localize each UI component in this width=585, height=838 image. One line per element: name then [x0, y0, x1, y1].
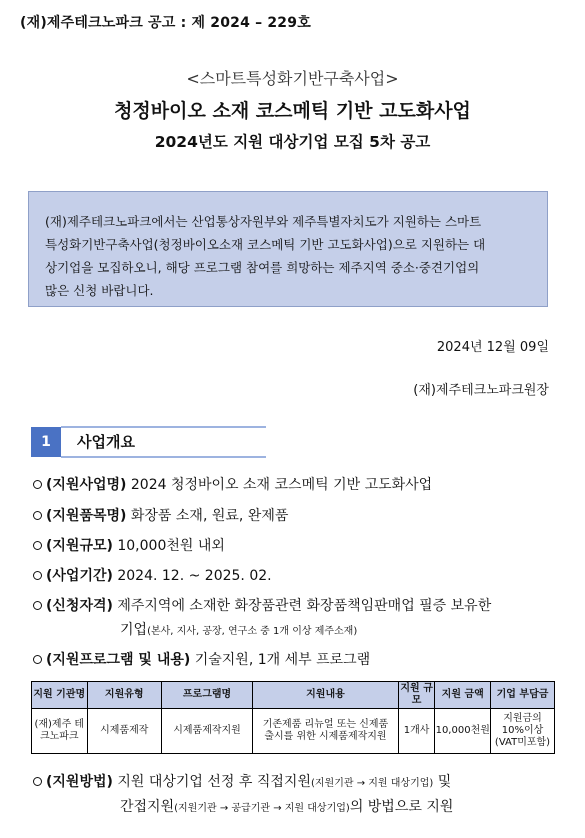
table-cell: 지원금의 10%이상 (VAT미포함): [491, 709, 555, 754]
item-eligibility: [33, 596, 491, 616]
announcement-date: 2024년 12월 09일: [436, 340, 549, 355]
item-label: (지원사업명): [46, 477, 127, 493]
table-cell: 10,000천원: [435, 709, 491, 754]
item-eligibility-cont: [120, 620, 357, 642]
table-header: 지원내용: [253, 682, 399, 709]
item-label: (지원규모): [46, 538, 113, 554]
item-label: (지원방법): [46, 774, 113, 790]
bullet-circle-icon: [33, 480, 42, 489]
table-header: 기업 부담금: [491, 682, 555, 709]
table-header: 지원 금액: [435, 682, 491, 709]
item-method: [33, 772, 451, 794]
bullet-circle-icon: [33, 571, 42, 580]
support-table: [31, 681, 555, 754]
bullet-circle-icon: [33, 511, 42, 520]
table-header: 지원 규모: [398, 682, 435, 709]
table-header: 지원 기관명: [32, 682, 88, 709]
bullet-circle-icon: [33, 601, 42, 610]
section-title: 사업개요: [77, 433, 135, 451]
item-value: 10,000천원 내외: [117, 538, 225, 554]
table-cell: (재)제주 테크노파크: [32, 709, 88, 754]
table-header: 지원유형: [87, 682, 161, 709]
intro-line: 많은 신청 바랍니다.: [45, 283, 154, 298]
bullet-circle-icon: [33, 541, 42, 550]
item-scale: [33, 536, 225, 556]
bullet-circle-icon: [33, 655, 42, 664]
table-cell: 시제품제작: [87, 709, 161, 754]
item-value: 2024 청정바이오 소재 코스메틱 기반 고도화사업: [130, 477, 433, 493]
item-label: (지원품목명): [46, 508, 127, 524]
item-label: (신청자격): [46, 598, 113, 614]
section-number: 1: [31, 427, 61, 457]
method-note: (지원기관 → 공급기관 → 지원 대상기업): [174, 803, 350, 814]
intro-line: 상기업을 모집하오니, 해당 프로그램 참여를 희망하는 제주지역 중소·중견기업의: [45, 260, 480, 275]
announcement-title: 2024년도 지원 대상기업 모집 5차 공고: [154, 133, 431, 151]
intro-line: 특성화기반구축사업(청정바이오소재 코스메틱 기반 고도화사업)으로 지원하는 대: [45, 237, 486, 252]
method-text: 의 방법으로 지원: [349, 799, 454, 815]
table-cell: 1개사: [398, 709, 435, 754]
method-text: 간접지원: [120, 799, 175, 815]
item-note: (본사, 지사, 공장, 연구소 중 1개 이상 제주소재): [147, 626, 358, 637]
item-label: (사업기간): [46, 568, 113, 584]
method-text: 및: [433, 774, 452, 790]
bullet-circle-icon: [33, 777, 42, 786]
program-title: <스마트특성화기반구축사업>: [186, 69, 399, 88]
intro-line: (재)제주테크노파크에서는 산업통상자원부와 제주특별자치도가 지원하는 스마트: [45, 214, 482, 229]
item-value-cont: 기업: [120, 622, 148, 638]
item-value: 기술지원, 1개 세부 프로그램: [194, 652, 371, 668]
intro-box: [28, 191, 548, 307]
item-method-cont: [120, 797, 453, 819]
project-title: 청정바이오 소재 코스메틱 기반 고도화사업: [114, 100, 471, 122]
method-text: 지원 대상기업 선정 후 직접지원: [117, 774, 311, 790]
item-product: [33, 506, 288, 526]
notice-id: (재)제주테크노파크 공고 : 제 2024 – 229호: [20, 15, 311, 31]
table-header: 프로그램명: [161, 682, 252, 709]
table-cell: 기존제품 리뉴얼 또는 신제품 출시를 위한 시제품제작지원: [253, 709, 399, 754]
item-project-name: [33, 475, 432, 495]
sender: (재)제주테크노파크원장: [413, 383, 549, 398]
item-program: [33, 650, 370, 670]
item-value: 2024. 12. ~ 2025. 02.: [117, 568, 272, 584]
item-period: [33, 566, 272, 586]
item-value: 화장품 소재, 원료, 완제품: [130, 508, 289, 524]
table-header-row: [32, 682, 555, 709]
item-value: 제주지역에 소재한 화장품관련 화장품책임판매업 필증 보유한: [117, 598, 492, 614]
item-label: (지원프로그램 및 내용): [46, 652, 191, 668]
method-note: (지원기관 → 지원 대상기업): [310, 778, 434, 789]
table-row: [32, 709, 555, 754]
table-cell: 시제품제작지원: [161, 709, 252, 754]
